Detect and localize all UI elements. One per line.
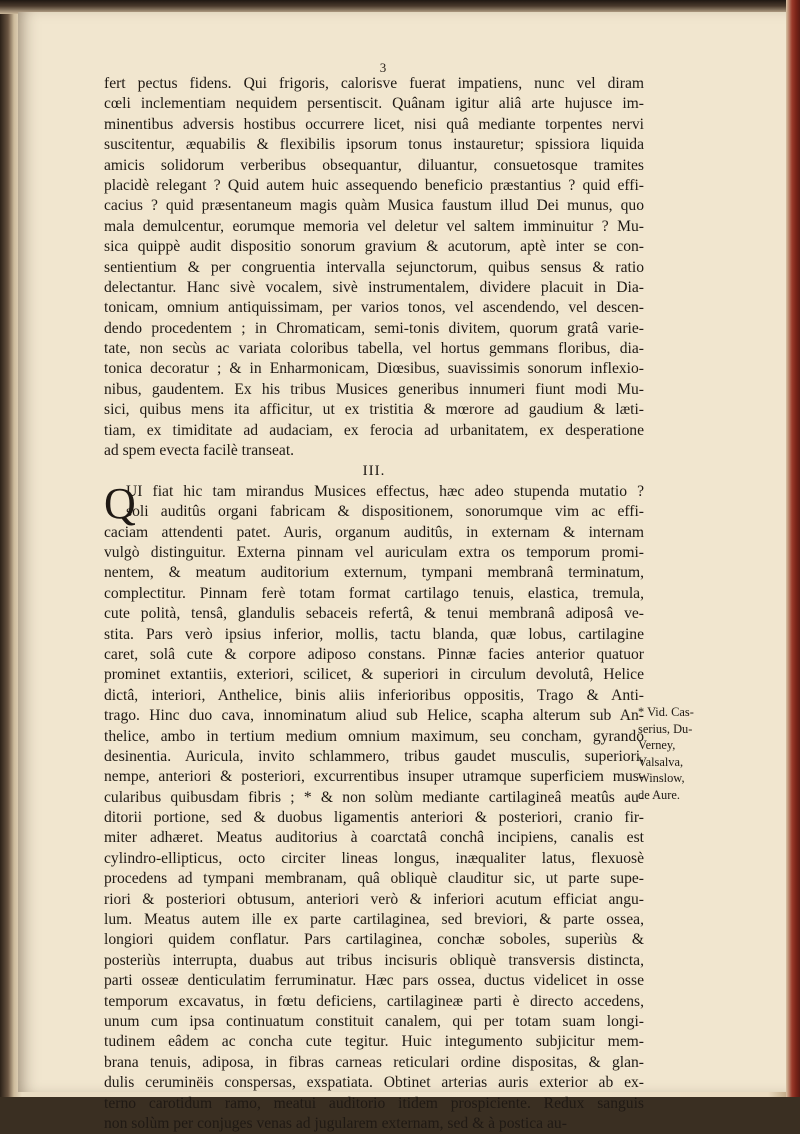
text-line: tonica decoratur ; & in Enharmonicam, Diœsibus, suavissimis sonorum inflexio-: [104, 360, 644, 378]
book-right-edge: [786, 0, 800, 1097]
text-line: procedens ad tympani membranam, quâ obliquè clauditur sic, ut parte supe-: [104, 870, 644, 888]
text-line: caciam attendenti patet. Auris, organum auditûs, in externam & internam: [104, 523, 644, 541]
text-line: cularibus quibusdam fibris ; * & non solùm mediante cartilagineâ meatûs au-: [104, 788, 644, 806]
text-line: tudinem eâdem ac concha cute tegitur. Huic integumento subjicitur mem-: [104, 1033, 644, 1051]
margin-note-line: serius, Du-: [638, 721, 693, 736]
text-line: minentibus adversis hostibus occurrere licet, nisi quâ mediante torpentes nervi: [104, 115, 644, 133]
text-line: cute polità, tensâ, glandulis sebaceis refertâ, & tenui membranâ adiposâ ve-: [104, 605, 644, 623]
text-line: sentientium & per congruentia intervalla sejunctorum, quibus sensus & ratio: [104, 258, 644, 276]
text-line: ad spem evecta facilè transeat.: [104, 442, 295, 460]
text-line: mala demulcentur, eorumque memoria vel deletur vel saltem imminuitur ? Mu-: [104, 217, 644, 235]
text-line: sica quippè audit dispositio sonorum gravium & acutorum, aptè inter se con-: [104, 238, 644, 256]
text-line: suscitentur, æquabilis & flexibilis ipsorum tonus instauretur; spissiora liquida: [104, 136, 644, 154]
text-line: lum. Meatus autem ille ex parte cartilaginea, sed breviori, & parte ossea,: [104, 911, 644, 929]
text-line: cylindro-ellipticus, octo circiter lineas longus, inæqualiter latus, flexuosè: [104, 849, 644, 867]
text-line: nempe, anteriori & posteriori, excurrentibus insuper utramque superficiem mus-: [104, 768, 644, 786]
text-line: dulis ceruminëis conspersas, exspatiata. Obtinet arterias auris exterior ab ex-: [104, 1074, 644, 1092]
text-line: thelice, ambo in tertium medium omnium maximum, seu concham, gyrando: [104, 727, 644, 745]
margin-note-line: de Aure.: [638, 787, 680, 802]
text-line: cœli inclementiam nequidem persentiscit. Quânam igitur aliâ arte hujusce im-: [104, 95, 644, 113]
text-line: delectantur. Hanc sivè vocalem, sivè instrumentalem, dividere placuit in Dia-: [104, 278, 644, 296]
text-line: dictâ, interiori, Anthelice, binis aliis inferioribus oppositis, Trago & Anti-: [104, 686, 644, 704]
paragraph-2: [104, 478, 644, 1134]
text-line: brana tenuis, adiposa, in fibras carneas reticulari ordine dispositas, & glan-: [104, 1053, 644, 1071]
text-line: temporum excavatus, in fœtu deficiens, cartilagineæ parti è directo accedens,: [104, 992, 644, 1010]
text-line: terno carotidum ramo, meatui auditorio itidem prospiciente. Redux sanguis: [104, 1094, 644, 1112]
text-line: caret, solâ cute & corpore adiposo constans. Pinnæ facies anterior quatuor: [104, 645, 644, 663]
text-line: tonicam, omnium antiquissimam, per varios tonos, vel ascendendo, vel descen-: [104, 299, 644, 317]
text-line: desinentia. Auricula, invito schlammero, tribus gaudet musculis, superiori,: [104, 747, 644, 765]
text-line: tiam, ex timiditate ad audaciam, ex ferocia ad urbanitatem, ex desperatione: [104, 421, 644, 439]
main-text: [104, 74, 644, 1134]
text-line: placidè relegant ? Quid autem huic assequendo beneficio præstantius ? quid effi-: [104, 176, 644, 194]
text-line: fert pectus fidens. Qui frigoris, calorisve fuerat impatiens, nunc vel diram: [104, 75, 644, 92]
page-number: 3: [379, 60, 387, 75]
text-line: parti osseæ denticulatim ferruminatur. Hæc pars ossea, ductus videlicet in osse: [104, 972, 644, 990]
margin-note-line: Verney,: [638, 738, 676, 753]
book-page: [18, 12, 788, 1132]
text-line: prominet extantiis, exteriori, scilicet, & superiori in circulum devolutâ, Helice: [104, 666, 644, 684]
margin-note: [638, 704, 718, 804]
text-line: vulgò distinguitur. Externa pinnam vel auriculam extra os temporum promi-: [104, 543, 644, 561]
paragraph-1: [104, 74, 644, 461]
text-line: dendo procedentem ; in Chromaticam, semi-tonis divitem, quorum gratâ varie-: [104, 319, 644, 337]
text-line: riori & posteriori obtusum, anteriori verò & inferiori acutum efficiat angu-: [104, 890, 644, 908]
margin-note-line: Valsalva,: [638, 754, 684, 769]
text-line: trago. Hinc duo cava, innominatum aliud sub Helice, scapha alterum sub An-: [104, 707, 644, 725]
section-heading: III.: [362, 463, 386, 480]
text-line: cacius ? quid præsentaneum magis quàm Musica faustum illud Dei munus, quo: [104, 197, 644, 215]
text-line: soli auditûs organi fabricam & dispositionem, sonorumque vim ac effi-: [126, 503, 644, 521]
text-line: stita. Pars verò ipsius inferior, mollis, tactu blanda, quæ lobus, cartilagine: [104, 625, 644, 643]
text-line: non solùm per conjuges venas ad jugularem externam, sed & à postica au-: [104, 1114, 567, 1132]
text-line: nibus, gaudentem. Ex his tribus Musices generibus innumeri fiunt modi Mu-: [104, 380, 644, 398]
text-line: nentem, & meatum auditorium externum, tympani membranâ terminatum,: [104, 564, 644, 582]
margin-note-line: Winslow,: [638, 771, 685, 786]
text-line: longiori quidem conflatur. Pars cartilaginea, conchæ soboles, superiùs &: [104, 931, 644, 949]
margin-note-line: * Vid. Cas-: [638, 705, 694, 719]
text-line: tate, non secùs ac variata coloribus tabella, vel hortus gemmans floribus, dia-: [104, 340, 644, 358]
text-line: ditorii portione, sed & duobus ligamentis anteriori & posteriori, cranio fir-: [104, 809, 644, 827]
text-line: unum cum ipsa continuatum constituit canalem, qui per totam suam longi-: [104, 1012, 644, 1030]
text-line: sici, quibus mens ita afficitur, ut ex tristitia & mœrore ad gaudium & læti-: [104, 401, 644, 419]
text-line: UI fiat hic tam mirandus Musices effectus, hæc adeo stupenda mutatio ?: [126, 482, 644, 500]
text-line: amicis solidorum verberibus obsequantur, diluantur, consuetosque tramites: [104, 156, 644, 174]
text-line: complectitur. Pinnam ferè totam format cartilago tenuis, elastica, tremula,: [104, 584, 644, 602]
text-line: miter adhæret. Meatus auditorius à coarctatâ conchâ incipiens, canalis est: [104, 829, 644, 847]
dropcap-letter: Q: [104, 478, 136, 528]
text-line: posteriùs interrupta, duabus aut tribus incisuris obliquè transversis distincta,: [104, 951, 644, 969]
